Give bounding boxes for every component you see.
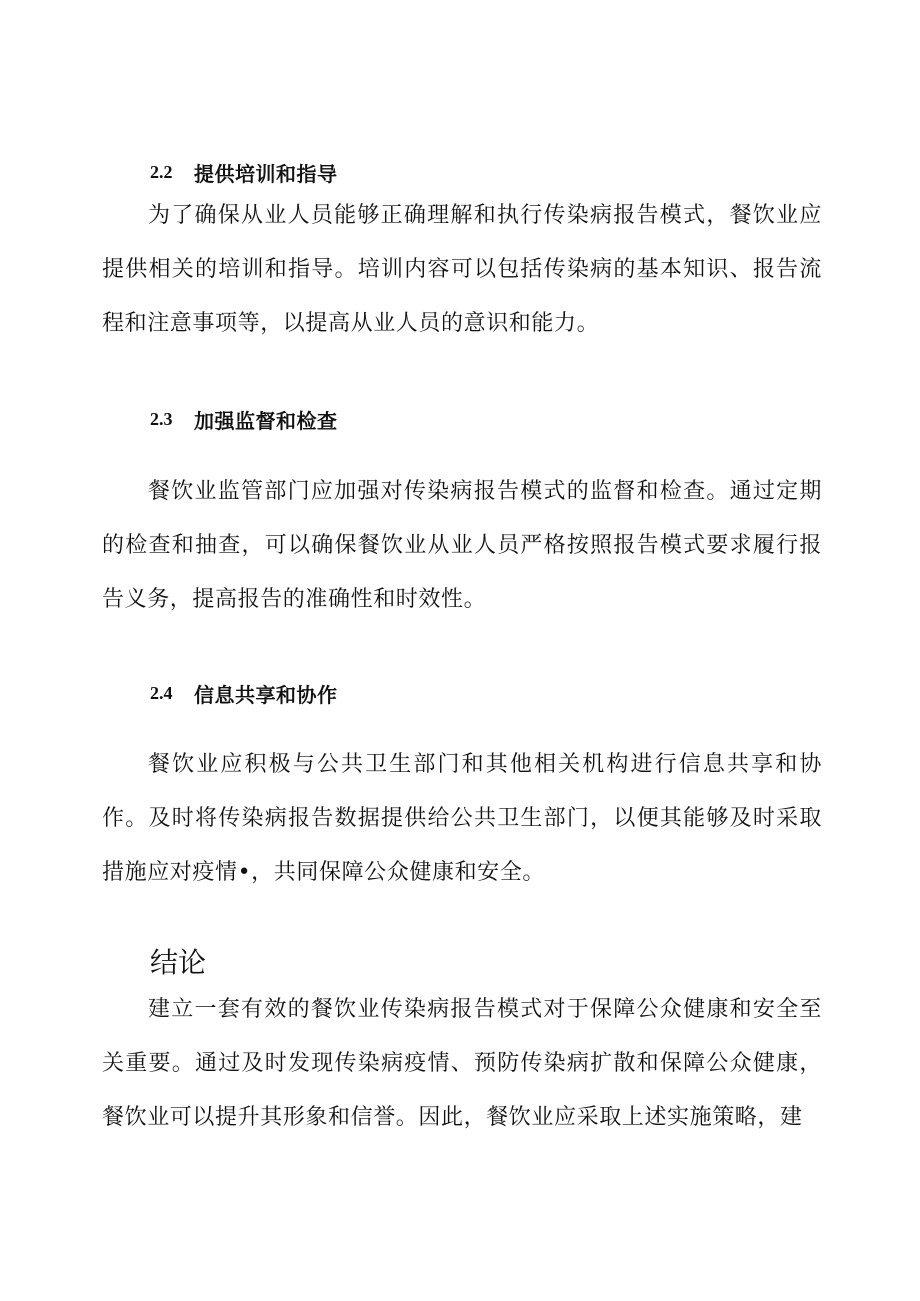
section-number: 2.2 (150, 161, 173, 182)
section-heading-2-4 (150, 678, 338, 708)
section-number: 2.4 (150, 682, 173, 703)
conclusion-heading: 结论 (150, 946, 207, 979)
section-paragraph-2-4: 餐饮业应积极与公共卫生部门和其他相关机构进行信息共享和协作。及时将传染病报告数据提供给公共卫生部门，以便其能够及时采取措施应对疫情•，共同保障公众健康和安全。 (102, 752, 822, 885)
section-title: 信息共享和协作 (194, 682, 338, 707)
section-paragraph-2-2: 为了确保从业人员能够正确理解和执行传染病报告模式，餐饮业应提供相关的培训和指导。培训内容可以包括传染病的基本知识、报告流程和注意事项等，以提高从业人员的意识和能力。 (102, 203, 822, 336)
section-title: 加强监督和检查 (194, 408, 338, 433)
section-paragraph-2-3: 餐饮业监管部门应加强对传染病报告模式的监督和检查。通过定期的检查和抽查，可以确保餐饮业从业人员严格按照报告模式要求履行报告义务，提高报告的准确性和时效性。 (102, 479, 822, 612)
section-title: 提供培训和指导 (194, 161, 338, 186)
section-number: 2.3 (150, 408, 173, 429)
section-heading-2-2 (150, 157, 338, 187)
conclusion-paragraph: 建立一套有效的餐饮业传染病报告模式对于保障公众健康和安全至关重要。通过及时发现传染病疫情、预防传染病扩散和保障公众健康，餐饮业可以提升其形象和信誉。因此，餐饮业应采取上述实施策略，建 (102, 997, 822, 1130)
section-heading-2-3 (150, 404, 338, 434)
